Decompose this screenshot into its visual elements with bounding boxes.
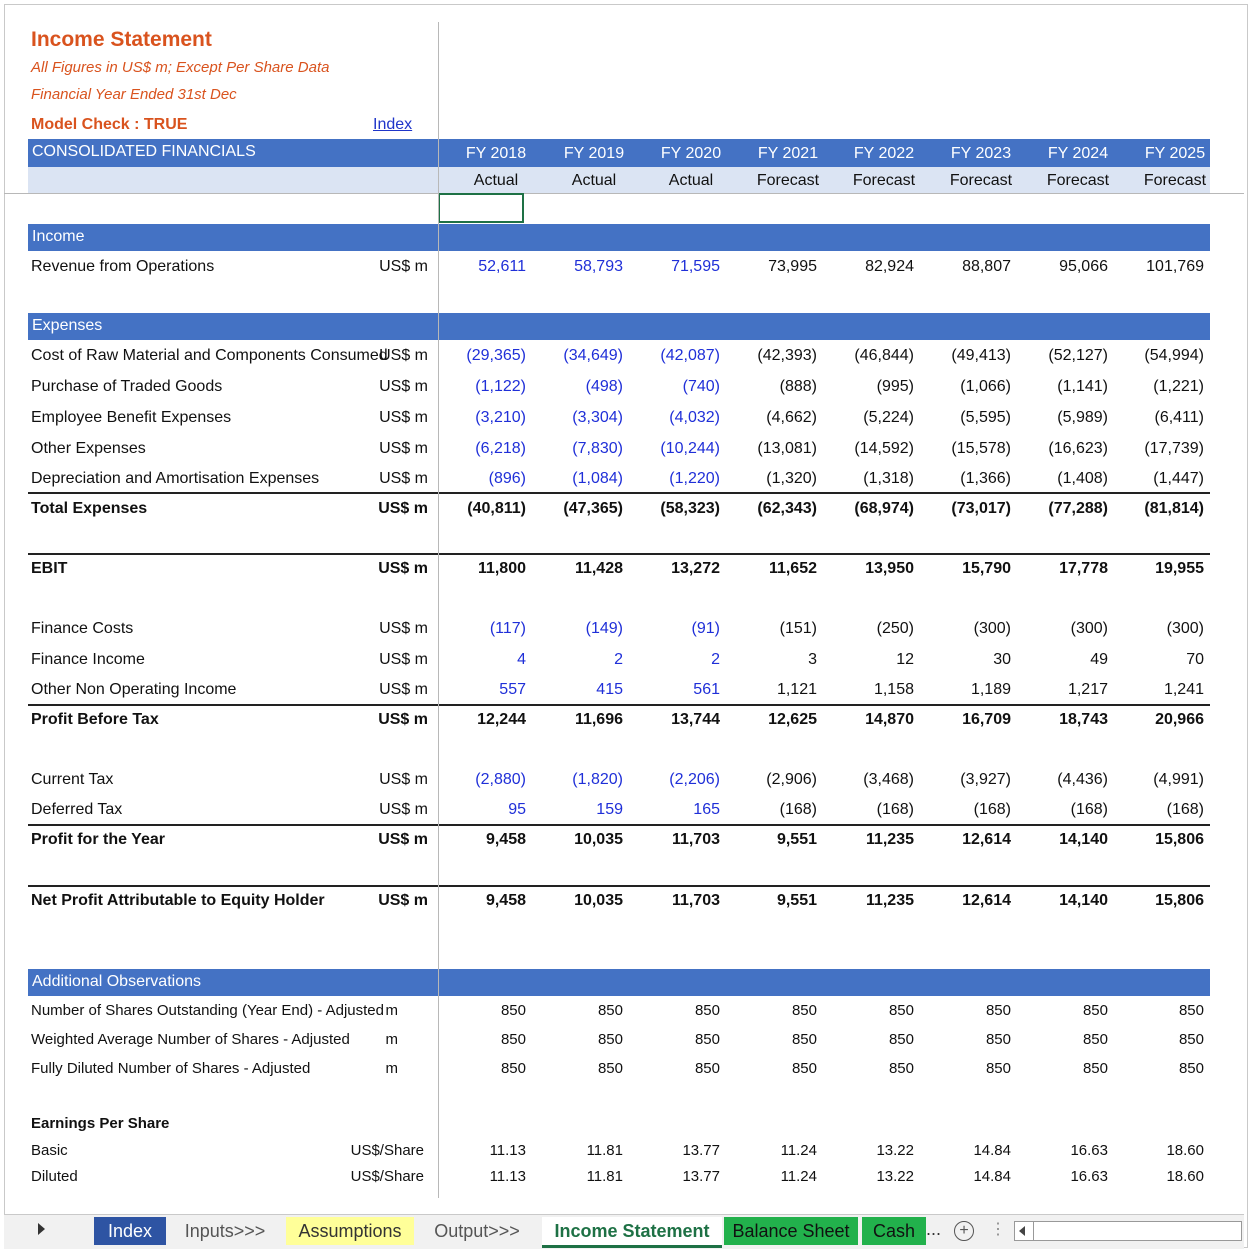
value-cell[interactable]: 561 <box>693 681 720 698</box>
subtitle-units: All Figures in US$ m; Except Per Share Data <box>31 59 330 76</box>
row-label: Diluted <box>31 1168 78 1185</box>
row-pbt <box>0 711 1254 735</box>
value-cell[interactable]: 82,924 <box>865 258 914 275</box>
row-unit: m <box>385 1060 398 1077</box>
value-cell[interactable]: (2,206) <box>669 771 720 788</box>
value-cell[interactable]: 13.22 <box>876 1142 914 1159</box>
value-cell[interactable]: (1,141) <box>1057 378 1108 395</box>
value-cell[interactable]: (300) <box>1166 620 1204 637</box>
additional-section-bar <box>28 969 1210 996</box>
value-cell[interactable]: 850 <box>791 1002 817 1019</box>
consolidated-label: CONSOLIDATED FINANCIALS <box>32 143 256 160</box>
value-cell[interactable]: (1,820) <box>572 771 623 788</box>
value-cell[interactable]: (168) <box>1166 801 1204 818</box>
value-cell[interactable]: 850 <box>597 1031 623 1048</box>
value-cell[interactable]: (1,447) <box>1153 470 1204 487</box>
selected-cell[interactable] <box>438 193 524 223</box>
value-cell[interactable]: 9,551 <box>776 831 817 848</box>
value-cell[interactable]: 850 <box>1178 1031 1204 1048</box>
value-cell[interactable]: 850 <box>500 1002 526 1019</box>
row-unit: m <box>385 1031 398 1048</box>
value-cell[interactable]: (17,739) <box>1144 440 1204 457</box>
value-cell[interactable]: 10,035 <box>574 831 623 848</box>
value-cell[interactable]: (3,927) <box>960 771 1011 788</box>
expenses-section-label: Expenses <box>32 317 103 334</box>
value-cell[interactable]: (49,413) <box>951 347 1011 364</box>
value-cell[interactable]: 850 <box>791 1060 817 1077</box>
row-unit: US$ m <box>379 620 428 637</box>
value-cell[interactable]: (1,408) <box>1057 470 1108 487</box>
row-shares-diluted <box>0 1060 1254 1084</box>
row-unit: US$ m <box>379 409 428 426</box>
value-cell[interactable]: (3,210) <box>475 409 526 426</box>
value-cell[interactable]: 850 <box>597 1060 623 1077</box>
value-cell[interactable]: 850 <box>888 1002 914 1019</box>
value-cell[interactable]: (1,066) <box>960 378 1011 395</box>
row-current-tax <box>0 771 1254 795</box>
value-cell[interactable]: 10,035 <box>574 892 623 909</box>
value-cell[interactable]: 16.63 <box>1070 1168 1108 1185</box>
row-label: Earnings Per Share <box>31 1115 170 1132</box>
sheet-tab-index[interactable]: Index <box>94 1217 166 1245</box>
value-cell[interactable]: 13,950 <box>865 560 914 577</box>
sheet-tab-assumptions[interactable]: Assumptions <box>286 1217 414 1245</box>
value-cell[interactable]: (34,649) <box>563 347 623 364</box>
value-cell[interactable]: 11,235 <box>865 831 914 848</box>
value-cell[interactable]: 11.13 <box>489 1168 526 1185</box>
value-cell[interactable]: (888) <box>779 378 817 395</box>
value-cell[interactable]: (13,081) <box>757 440 817 457</box>
value-cell[interactable]: 11,235 <box>865 892 914 909</box>
value-cell[interactable]: 18.60 <box>1166 1168 1204 1185</box>
value-cell[interactable]: (40,811) <box>467 500 526 517</box>
value-cell[interactable]: 18.60 <box>1166 1142 1204 1159</box>
model-check: Model Check : TRUE <box>31 116 188 133</box>
value-cell[interactable]: (6,218) <box>475 440 526 457</box>
value-cell[interactable]: 2 <box>711 651 720 668</box>
value-cell[interactable]: (58,323) <box>660 500 720 517</box>
index-link[interactable]: Index <box>373 116 413 133</box>
value-cell[interactable]: (117) <box>489 620 526 637</box>
period-type-header: Forecast <box>949 172 1013 189</box>
row-unit: US$ m <box>378 711 428 728</box>
subtitle-year-end: Financial Year Ended 31st Dec <box>31 86 237 103</box>
value-cell[interactable]: (4,662) <box>766 409 817 426</box>
value-cell[interactable]: 58,793 <box>574 258 623 275</box>
value-cell[interactable]: 12,625 <box>768 711 817 728</box>
row-label: Cost of Raw Material and Components Consumed <box>31 347 388 364</box>
year-header: FY 2023 <box>950 145 1012 162</box>
value-cell[interactable]: 11.24 <box>780 1142 817 1159</box>
value-cell[interactable]: (4,991) <box>1153 771 1204 788</box>
row-label: Purchase of Traded Goods <box>31 378 223 395</box>
row-shares-wavg <box>0 1031 1254 1055</box>
row-eps-heading <box>0 1115 1254 1139</box>
value-cell[interactable]: (896) <box>488 470 526 487</box>
row-label: Number of Shares Outstanding (Year End) - Adjusted <box>31 1002 384 1019</box>
value-cell[interactable]: 11.13 <box>489 1142 526 1159</box>
sheet-tab-income-statement[interactable]: Income Statement <box>542 1217 722 1248</box>
more-sheets-button[interactable]: ... <box>926 1219 942 1239</box>
value-cell[interactable]: 11,800 <box>477 560 526 577</box>
value-cell[interactable]: 165 <box>693 801 720 818</box>
year-header: FY 2018 <box>465 145 527 162</box>
value-cell[interactable]: 850 <box>985 1031 1011 1048</box>
value-cell[interactable]: 11,428 <box>574 560 623 577</box>
row-unit: US$ m <box>378 892 428 909</box>
add-sheet-icon[interactable]: + <box>954 1221 974 1241</box>
value-cell[interactable]: 11.81 <box>586 1142 623 1159</box>
row-label: Fully Diluted Number of Shares - Adjusted <box>31 1060 311 1077</box>
value-cell[interactable]: (300) <box>973 620 1011 637</box>
value-cell[interactable]: 557 <box>499 681 526 698</box>
value-cell[interactable]: 12,614 <box>962 831 1011 848</box>
sheet-tab-bar <box>4 1214 1244 1249</box>
value-cell[interactable]: 1,189 <box>970 681 1011 698</box>
value-cell[interactable]: 850 <box>500 1031 526 1048</box>
year-header: FY 2020 <box>660 145 722 162</box>
net-profit-rule <box>28 885 1210 887</box>
row-unit: US$ m <box>379 470 428 487</box>
row-other-exp <box>0 440 1254 464</box>
row-unit: US$ m <box>379 681 428 698</box>
row-unit: US$ m <box>379 801 428 818</box>
value-cell[interactable]: 850 <box>1082 1031 1108 1048</box>
sheet-tab-balance-sheet[interactable]: Balance Sheet <box>724 1217 858 1245</box>
value-cell[interactable]: (4,032) <box>669 409 720 426</box>
value-cell[interactable]: 70 <box>1186 651 1204 668</box>
row-label: Depreciation and Amortisation Expenses <box>31 470 320 487</box>
value-cell[interactable]: (47,365) <box>563 500 623 517</box>
value-cell[interactable]: 88,807 <box>962 258 1011 275</box>
value-cell[interactable]: (52,127) <box>1048 347 1108 364</box>
additional-section-label: Additional Observations <box>32 973 201 990</box>
row-label: Profit for the Year <box>31 831 165 848</box>
value-cell[interactable]: (168) <box>1070 801 1108 818</box>
row-label: EBIT <box>31 560 68 577</box>
value-cell[interactable]: (29,365) <box>466 347 526 364</box>
value-cell[interactable]: (995) <box>876 378 914 395</box>
sheet-tab-inputs[interactable]: Inputs>>> <box>168 1217 282 1245</box>
value-cell[interactable]: 14,140 <box>1059 892 1108 909</box>
row-revenue <box>0 258 1254 282</box>
value-cell[interactable]: 850 <box>694 1031 720 1048</box>
row-traded-goods <box>0 378 1254 402</box>
value-cell[interactable]: 17,778 <box>1059 560 1108 577</box>
period-type-header: Actual <box>668 172 714 189</box>
row-depreciation <box>0 470 1254 494</box>
value-cell[interactable]: 850 <box>985 1060 1011 1077</box>
row-eps-diluted <box>0 1168 1254 1192</box>
value-cell[interactable]: 11,652 <box>768 560 817 577</box>
value-cell[interactable]: 13,272 <box>671 560 720 577</box>
sheet-tab-cash[interactable]: Cash <box>862 1217 926 1245</box>
year-header: FY 2022 <box>853 145 915 162</box>
value-cell[interactable]: 49 <box>1090 651 1108 668</box>
row-unit: US$ m <box>379 771 428 788</box>
value-cell[interactable]: (77,288) <box>1048 500 1108 517</box>
period-type-header: Forecast <box>852 172 916 189</box>
value-cell[interactable]: 14,870 <box>865 711 914 728</box>
sheet-tab-output[interactable]: Output>>> <box>416 1217 538 1245</box>
row-deferred-tax <box>0 801 1254 825</box>
row-unit: US$ m <box>378 831 428 848</box>
value-cell[interactable]: (168) <box>876 801 914 818</box>
row-label: Basic <box>31 1142 68 1159</box>
value-cell[interactable]: 1,241 <box>1163 681 1204 698</box>
value-cell[interactable]: 52,611 <box>478 258 526 275</box>
value-cell[interactable]: 1,217 <box>1067 681 1108 698</box>
value-cell[interactable]: (168) <box>973 801 1011 818</box>
value-cell[interactable]: 3 <box>808 651 817 668</box>
value-cell[interactable]: 20,966 <box>1155 711 1204 728</box>
splitter-handle-icon[interactable]: ⋮ <box>990 1221 1006 1238</box>
value-cell[interactable]: 16,709 <box>962 711 1011 728</box>
value-cell[interactable]: 11,696 <box>574 711 623 728</box>
year-header: FY 2019 <box>563 145 625 162</box>
value-cell[interactable]: 11,703 <box>671 831 720 848</box>
value-cell[interactable]: (81,814) <box>1144 500 1204 517</box>
value-cell[interactable]: (10,244) <box>660 440 720 457</box>
row-label: Employee Benefit Expenses <box>31 409 232 426</box>
value-cell[interactable]: 850 <box>791 1031 817 1048</box>
header-divider <box>4 193 1244 194</box>
value-cell[interactable]: 15,806 <box>1155 831 1204 848</box>
row-eps-basic <box>0 1142 1254 1166</box>
value-cell[interactable]: 14,140 <box>1059 831 1108 848</box>
row-unit: US$ m <box>379 258 428 275</box>
value-cell[interactable]: (1,084) <box>572 470 623 487</box>
value-cell[interactable]: 1,121 <box>776 681 817 698</box>
ebit-rule <box>28 553 1210 555</box>
value-cell[interactable]: (5,989) <box>1057 409 1108 426</box>
period-type-header: Forecast <box>1046 172 1110 189</box>
row-shares-out <box>0 1002 1254 1026</box>
value-cell[interactable]: (498) <box>585 378 623 395</box>
row-label: Profit Before Tax <box>31 711 159 728</box>
value-cell[interactable]: 850 <box>888 1060 914 1077</box>
value-cell[interactable]: (1,366) <box>960 470 1011 487</box>
value-cell[interactable]: 9,458 <box>485 892 526 909</box>
value-cell[interactable]: (740) <box>682 378 720 395</box>
value-cell[interactable]: 12,614 <box>962 892 1011 909</box>
year-header: FY 2024 <box>1047 145 1109 162</box>
value-cell[interactable]: (1,220) <box>669 470 720 487</box>
value-cell[interactable]: 1,158 <box>873 681 914 698</box>
row-unit: US$ m <box>378 560 428 577</box>
value-cell[interactable]: 2 <box>614 651 623 668</box>
row-employee <box>0 409 1254 433</box>
row-label: Current Tax <box>31 771 114 788</box>
value-cell[interactable]: 13.22 <box>876 1168 914 1185</box>
value-cell[interactable]: 850 <box>1082 1060 1108 1077</box>
row-finance-costs <box>0 620 1254 644</box>
value-cell[interactable]: (14,592) <box>854 440 914 457</box>
value-cell[interactable]: 4 <box>517 651 526 668</box>
value-cell[interactable]: 159 <box>596 801 623 818</box>
value-cell[interactable]: (73,017) <box>951 500 1011 517</box>
row-other-non-op <box>0 681 1254 705</box>
value-cell[interactable]: (4,436) <box>1057 771 1108 788</box>
value-cell[interactable]: 14.84 <box>973 1142 1011 1159</box>
value-cell[interactable]: 11.81 <box>586 1168 623 1185</box>
row-unit: US$ m <box>379 378 428 395</box>
value-cell[interactable]: (1,320) <box>766 470 817 487</box>
period-type-header: Actual <box>473 172 519 189</box>
value-cell[interactable]: (2,906) <box>766 771 817 788</box>
row-label: Finance Costs <box>31 620 134 637</box>
row-label: Revenue from Operations <box>31 258 215 275</box>
expenses-section-bar <box>28 313 1210 340</box>
value-cell[interactable]: 73,995 <box>768 258 817 275</box>
value-cell[interactable]: (1,122) <box>475 378 526 395</box>
row-label: Other Non Operating Income <box>31 681 237 698</box>
value-cell[interactable]: (168) <box>779 801 817 818</box>
value-cell[interactable]: 30 <box>993 651 1011 668</box>
value-cell[interactable]: 13,744 <box>671 711 720 728</box>
income-section-label: Income <box>32 228 85 245</box>
value-cell[interactable]: (149) <box>585 620 623 637</box>
period-type-header: Actual <box>571 172 617 189</box>
value-cell[interactable]: 850 <box>1178 1060 1204 1077</box>
period-type-header: Forecast <box>1143 172 1207 189</box>
row-label: Net Profit Attributable to Equity Holder <box>31 892 325 909</box>
value-cell[interactable]: 95 <box>508 801 526 818</box>
row-label: Finance Income <box>31 651 145 668</box>
year-header: FY 2021 <box>757 145 819 162</box>
row-unit: US$ m <box>379 651 428 668</box>
row-label: Total Expenses <box>31 500 148 517</box>
value-cell[interactable]: (68,974) <box>854 500 914 517</box>
value-cell[interactable]: 12 <box>896 651 914 668</box>
value-cell[interactable]: (151) <box>779 620 817 637</box>
value-cell[interactable]: (42,393) <box>757 347 817 364</box>
row-label: Deferred Tax <box>31 801 123 818</box>
value-cell[interactable]: (62,343) <box>757 500 817 517</box>
value-cell[interactable]: 16.63 <box>1070 1142 1108 1159</box>
value-cell[interactable]: (46,844) <box>854 347 914 364</box>
value-cell[interactable]: (300) <box>1070 620 1108 637</box>
row-total-expenses <box>0 500 1254 524</box>
value-cell[interactable]: (2,880) <box>475 771 526 788</box>
value-cell[interactable]: 14.84 <box>973 1168 1011 1185</box>
value-cell[interactable]: (16,623) <box>1048 440 1108 457</box>
value-cell[interactable]: (5,224) <box>863 409 914 426</box>
value-cell[interactable]: (15,578) <box>951 440 1011 457</box>
row-unit: US$ m <box>379 440 428 457</box>
value-cell[interactable]: 15,790 <box>962 560 1011 577</box>
period-type-header: Forecast <box>756 172 820 189</box>
value-cell[interactable]: 18,743 <box>1059 711 1108 728</box>
row-label: Other Expenses <box>31 440 146 457</box>
value-cell[interactable]: 9,551 <box>776 892 817 909</box>
row-ebit <box>0 560 1254 584</box>
value-cell[interactable]: 850 <box>1178 1002 1204 1019</box>
value-cell[interactable]: 9,458 <box>485 831 526 848</box>
row-unit: US$ m <box>379 347 428 364</box>
row-label: Weighted Average Number of Shares - Adjusted <box>31 1031 350 1048</box>
page-title: Income Statement <box>31 28 212 51</box>
value-cell[interactable]: 850 <box>888 1031 914 1048</box>
income-section-bar <box>28 224 1210 251</box>
value-cell[interactable]: 13.77 <box>682 1168 720 1185</box>
value-cell[interactable]: 13.77 <box>682 1142 720 1159</box>
row-finance-income <box>0 651 1254 675</box>
value-cell[interactable]: (6,411) <box>1154 409 1204 426</box>
value-cell[interactable]: (1,221) <box>1153 378 1204 395</box>
value-cell[interactable]: 850 <box>985 1002 1011 1019</box>
row-unit: US$/Share <box>350 1168 424 1185</box>
value-cell[interactable]: 11,703 <box>671 892 720 909</box>
value-cell[interactable]: (250) <box>876 620 914 637</box>
value-cell[interactable]: 415 <box>596 681 623 698</box>
value-cell[interactable]: 12,244 <box>477 711 526 728</box>
value-cell[interactable]: 850 <box>597 1002 623 1019</box>
value-cell[interactable]: (3,304) <box>572 409 623 426</box>
row-net-profit <box>0 892 1254 916</box>
value-cell[interactable]: (3,468) <box>863 771 914 788</box>
sheet-nav-arrow-icon[interactable] <box>38 1223 45 1235</box>
year-header: FY 2025 <box>1144 145 1206 162</box>
row-unit: m <box>385 1002 398 1019</box>
value-cell[interactable]: (42,087) <box>660 347 720 364</box>
value-cell[interactable]: (54,994) <box>1144 347 1204 364</box>
value-cell[interactable]: 850 <box>500 1060 526 1077</box>
value-cell[interactable]: 15,806 <box>1155 892 1204 909</box>
value-cell[interactable]: 101,769 <box>1146 258 1204 275</box>
value-cell[interactable]: 850 <box>1082 1002 1108 1019</box>
value-cell[interactable]: 71,595 <box>671 258 720 275</box>
value-cell[interactable]: (91) <box>691 620 720 637</box>
value-cell[interactable]: 850 <box>694 1060 720 1077</box>
value-cell[interactable]: 19,955 <box>1155 560 1204 577</box>
row-unit: US$ m <box>378 500 428 517</box>
value-cell[interactable]: 11.24 <box>780 1168 817 1185</box>
row-unit: US$/Share <box>350 1142 424 1159</box>
value-cell[interactable]: 850 <box>694 1002 720 1019</box>
scroll-left-icon[interactable] <box>1019 1226 1025 1236</box>
value-cell[interactable]: (7,830) <box>572 440 623 457</box>
row-raw-material <box>0 347 1254 371</box>
value-cell[interactable]: (1,318) <box>863 470 914 487</box>
row-profit-year <box>0 831 1254 855</box>
horizontal-scrollbar[interactable] <box>1014 1221 1242 1241</box>
value-cell[interactable]: 95,066 <box>1059 258 1108 275</box>
value-cell[interactable]: (5,595) <box>960 409 1011 426</box>
